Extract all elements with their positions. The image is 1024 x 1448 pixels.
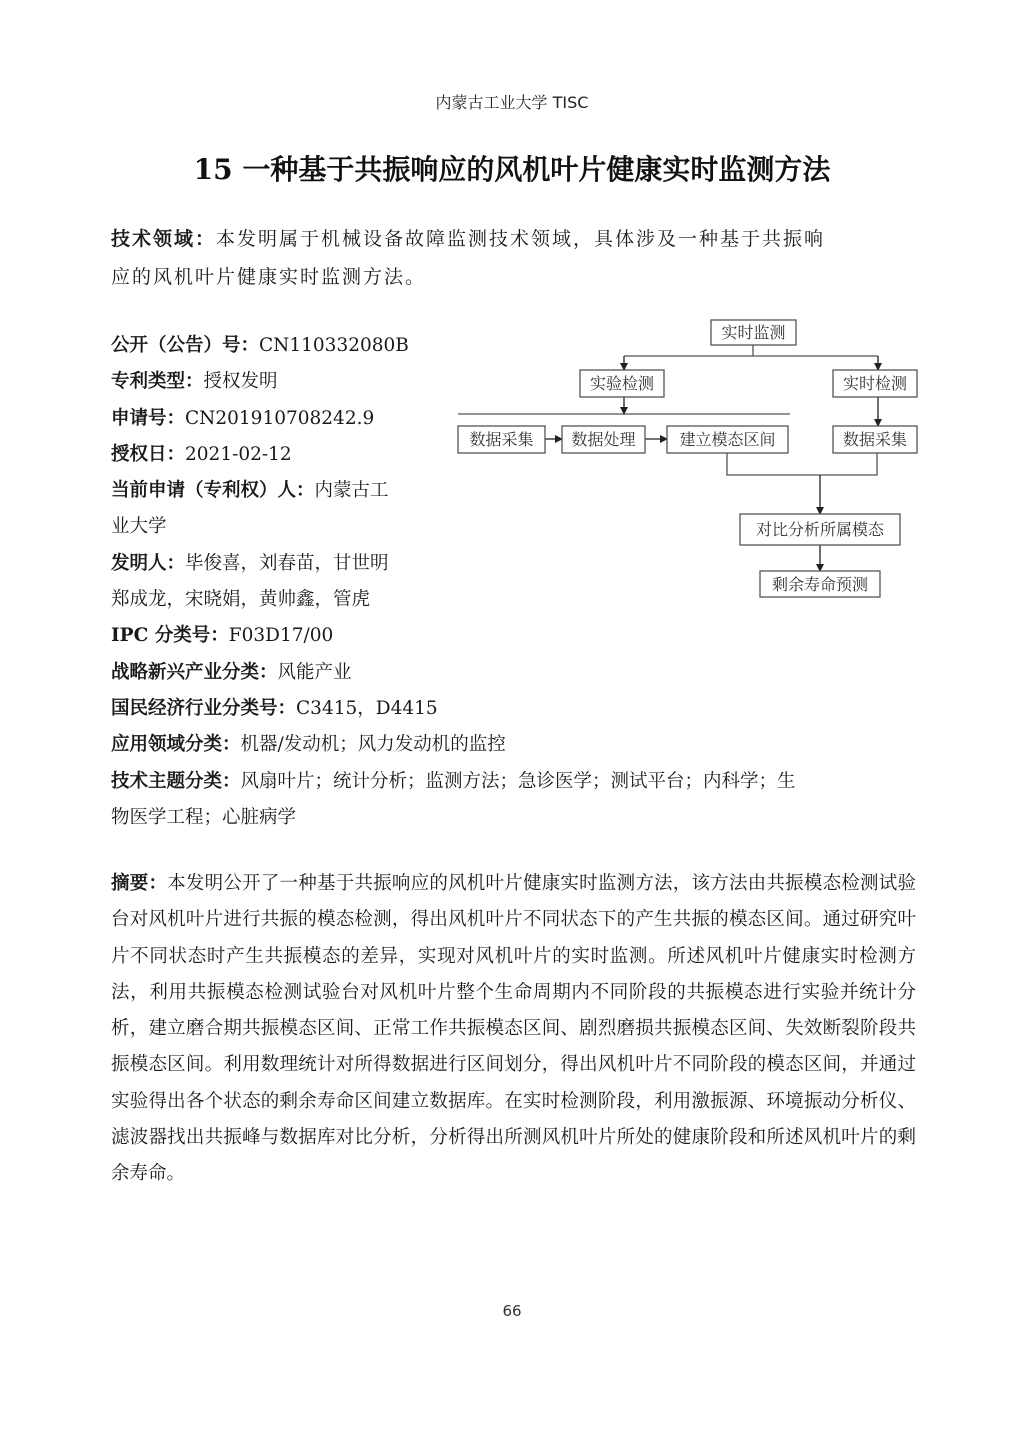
topics-label: 技术主题分类： (111, 770, 241, 792)
app-no-value: CN201910708242.9 (185, 407, 375, 429)
label-realtime-step: 数据采集 (842, 430, 908, 449)
tech-field-line-1 (111, 220, 911, 258)
inventors-label: 发明人： (111, 552, 186, 574)
topics-row (111, 764, 796, 800)
page-number: 66 (502, 1302, 522, 1320)
application-label: 应用领域分类： (111, 734, 241, 756)
application-row (111, 727, 796, 763)
pub-no-label: 公开（公告）号： (111, 335, 260, 356)
label-compare: 对比分析所属模态 (755, 520, 885, 539)
ipc-row (111, 618, 796, 654)
label-step-2: 数据处理 (571, 430, 636, 449)
industry-row (111, 691, 796, 727)
application-value: 机器/发动机；风力发动机的监控 (240, 734, 506, 756)
applicant-value-2: 业大学 (111, 516, 167, 538)
tech-field-text-2: 应的风机叶片健康实时监测方法。 (111, 266, 427, 288)
strategic-label: 战略新兴产业分类： (111, 661, 278, 683)
grant-date-value: 2021-02-12 (185, 443, 292, 465)
tech-field-text-1: 本发明属于机械设备故障监测技术领域，具体涉及一种基于共振响 (216, 228, 826, 250)
page-header: 内蒙古工业大学 TISC (435, 93, 589, 112)
abstract-label: 摘要： (111, 873, 168, 894)
topics-value-1: 风扇叶片；统计分析；监测方法；急诊医学；测试平台；内科学；生 (240, 770, 796, 792)
applicant-value-1: 内蒙古工 (314, 480, 389, 502)
abstract-text: 本发明公开了一种基于共振响应的风机叶片健康实时监测方法，该方法由共振模态检测试验台对风机叶片进行共振的模态检测，得出风机叶片不同状态下的产生共振的模态区间。通过研究叶片不同状态时产生共振模态的差异，实现对风机叶片的实时监测。所述风机叶片健康实时检测方法，利用共振模态检测试验台对风机叶片整个生命周期内不同阶段的共振模态进行实验并统计分析，建立磨合期共振模态区间、正常工作共振模态区间、剧烈磨损共振模态区间、失效断裂阶段共振模态区间。利用数理统计对所得数据进行区间划分，得出风机叶片不同阶段的模态区间，并通过实验得出各个状态的剩余寿命区间建立数据库。在实时检测阶段，利用激振源、环境振动分析仪、滤波器找出共振峰与数据库对比分析，分析得出所测风机叶片所处的健康阶段和所述风机叶片的剩余寿命。 (111, 873, 916, 1185)
document-title: 15 一种基于共振响应的风机叶片健康实时监测方法 (193, 153, 831, 186)
inventors-value-1: 毕俊喜，刘春苗，甘世明 (185, 552, 389, 574)
patent-type-value: 授权发明 (203, 371, 278, 393)
tech-field-section (111, 220, 911, 296)
label-experiment: 实验检测 (589, 374, 655, 393)
app-no-label: 申请号： (111, 407, 186, 429)
patent-type-label: 专利类型： (111, 371, 204, 393)
label-root: 实时监测 (721, 323, 786, 342)
industry-label: 国民经济行业分类号： (111, 697, 297, 719)
pub-no-value: CN110332080B (259, 335, 409, 356)
inventors-value-2: 郑成龙，宋晓娟，黄帅鑫，管虎 (111, 589, 371, 611)
tech-field-label: 技术领域： (111, 228, 217, 250)
label-step-1: 数据采集 (469, 430, 534, 449)
ipc-value: F03D17/00 (228, 625, 334, 647)
grant-date-label: 授权日： (111, 443, 186, 465)
abstract-section (111, 866, 916, 1193)
applicant-label: 当前申请（专利权）人： (111, 480, 315, 502)
strategic-row (111, 655, 796, 691)
flow-diagram (450, 310, 930, 610)
strategic-value: 风能产业 (277, 661, 352, 683)
industry-value: C3415，D4415 (296, 697, 438, 719)
label-step-3: 建立模态区间 (679, 430, 776, 449)
topics-value-2: 物医学工程；心脏病学 (111, 806, 297, 828)
merge-line (727, 453, 877, 475)
ipc-label: IPC 分类号： (111, 625, 229, 647)
label-predict: 剩余寿命预测 (771, 575, 869, 594)
label-realtime: 实时检测 (842, 374, 908, 393)
